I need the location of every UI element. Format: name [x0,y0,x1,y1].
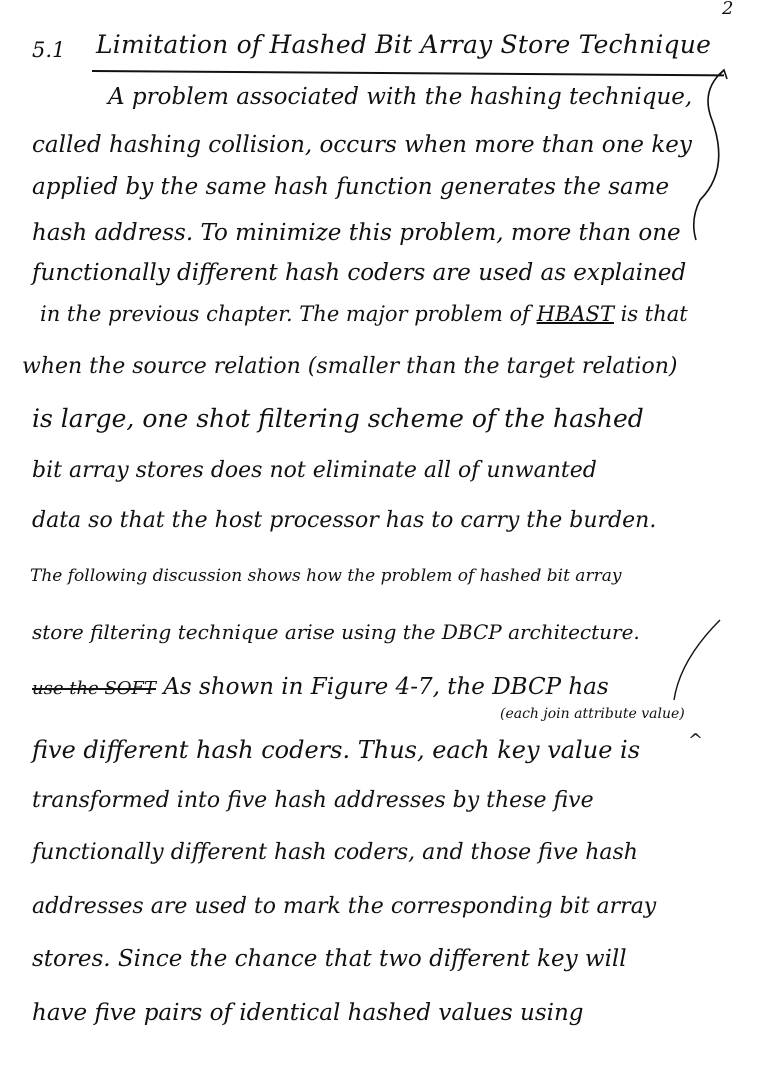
text-line-6-tail: is that [620,302,688,326]
text-line-1: A problem associated with the hashing technique, [108,84,693,110]
text-line-14: five different hash coders. Thus, each key value is [32,736,641,764]
text-line-13-main: As shown in Figure 4-7, the DBCP has [163,674,609,700]
page-number: 2 [722,0,734,19]
text-line-19: have five pairs of identical hashed values using [32,1000,584,1026]
text-line-4: hash address. To minimize this problem, more than one [32,220,681,246]
section-title: Limitation of Hashed Bit Array Store Technique [96,30,712,59]
text-line-16: functionally different hash coders, and those five hash [32,840,638,865]
text-line-11: The following discussion shows how the problem of hashed bit array [30,566,622,586]
text-line-9: bit array stores does not eliminate all of unwanted [32,458,597,483]
text-line-6-main: in the previous chapter. The major problem of [40,302,530,326]
text-line-3: applied by the same hash function generates the same [32,174,670,200]
insertion-note: (each join attribute value) [500,706,685,722]
text-line-8: is large, one shot filtering scheme of the hashed [32,404,644,433]
text-line-7: when the source relation (smaller than the target relation) [22,354,678,379]
text-line-18: stores. Since the chance that two different key will [32,946,627,972]
text-line-17: addresses are used to mark the corresponding bit array [32,894,657,919]
text-line-13 [32,676,609,699]
insertion-caret: ^ [688,730,704,751]
title-underline [92,70,724,76]
text-line-2: called hashing collision, occurs when more than one key [32,132,692,158]
text-line-12: store filtering technique arise using the DBCP architecture. [32,620,640,644]
text-line-5: functionally different hash coders are used as explained [32,260,687,286]
text-line-6 [40,304,688,325]
section-number: 5.1 [32,38,66,62]
text-line-10: data so that the host processor has to carry the burden. [32,508,657,533]
text-line-15: transformed into five hash addresses by these five [32,788,594,813]
struck-text: use the SOFT [32,678,156,699]
hbast-acronym: HBAST [536,302,614,326]
